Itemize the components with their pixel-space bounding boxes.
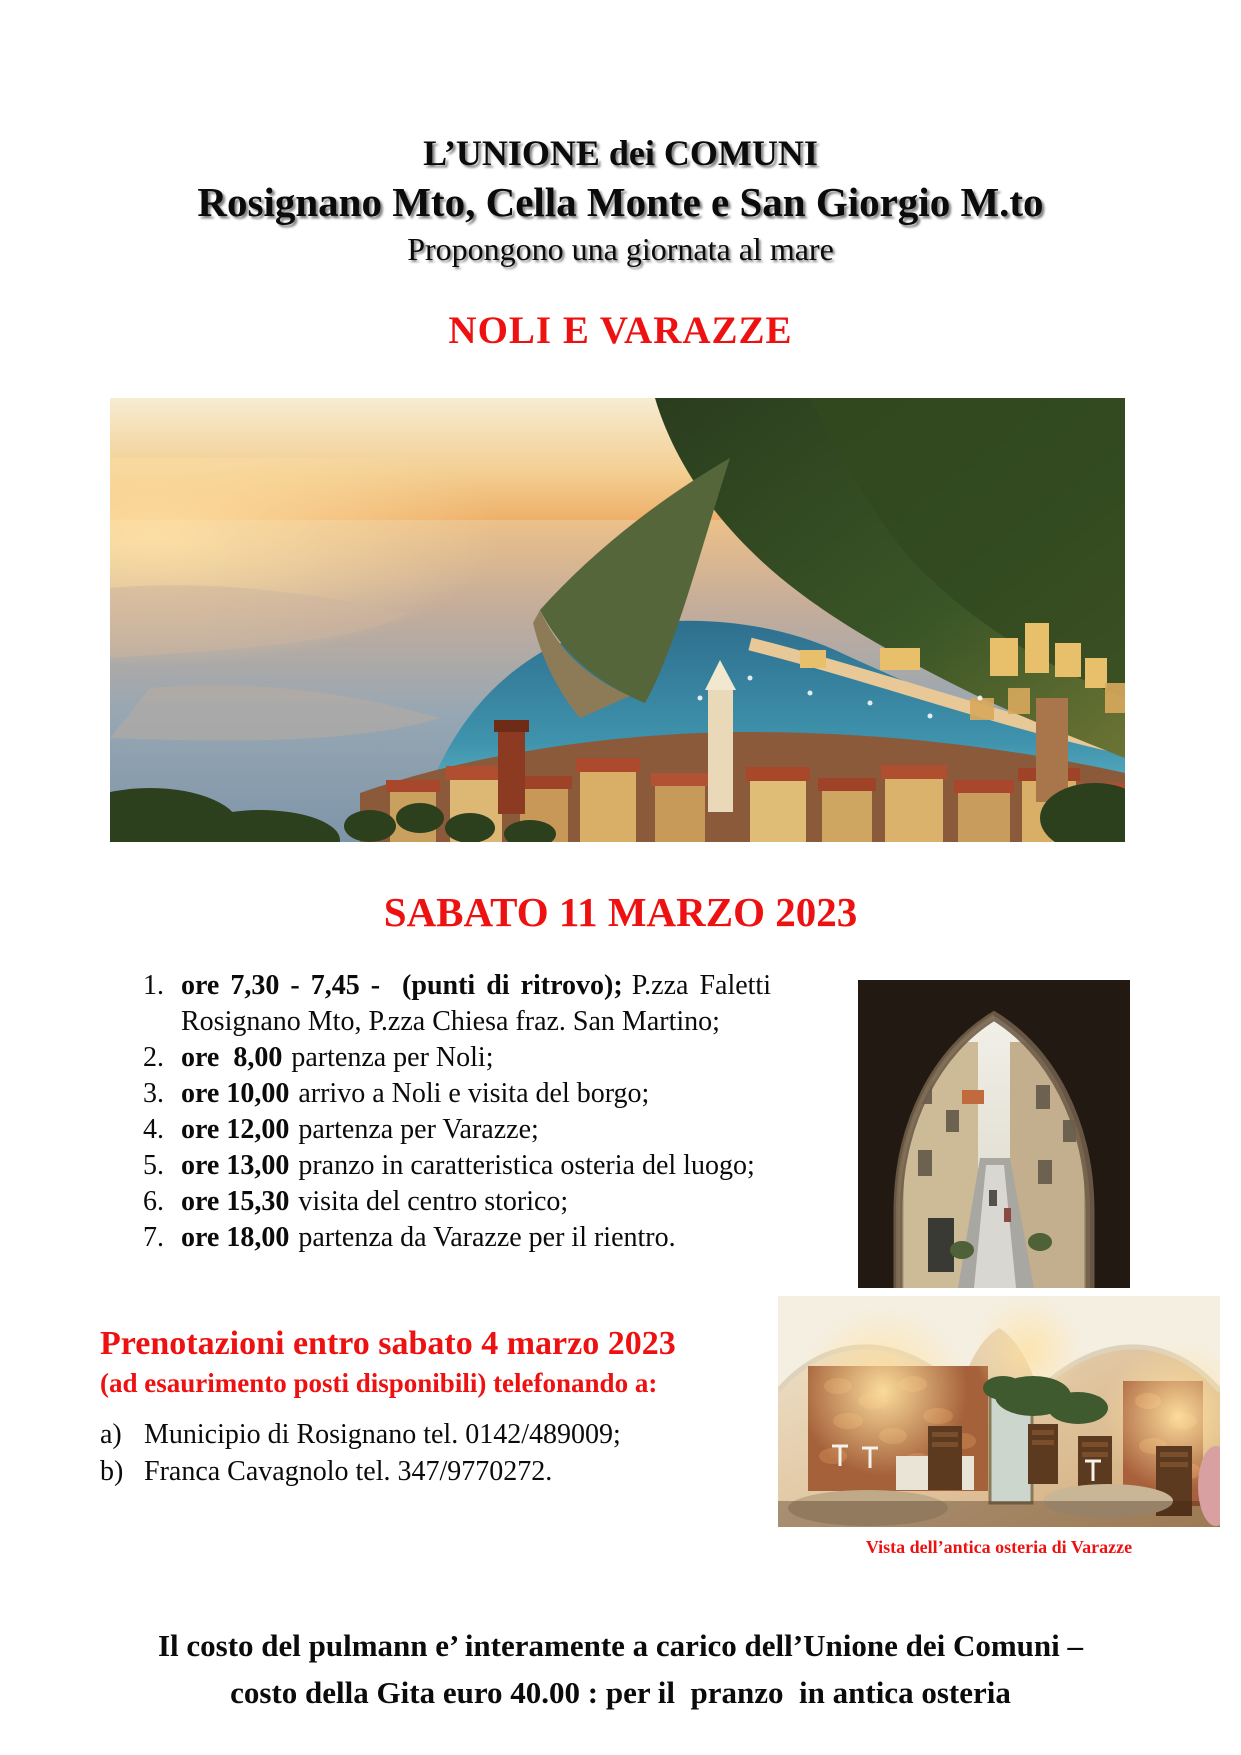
booking-section xyxy=(100,1322,780,1490)
itinerary-item-text: arrivo a Noli e visita del borgo; xyxy=(298,1078,650,1109)
itinerary-item-time: ore 8,00 xyxy=(181,1042,283,1073)
itinerary-item xyxy=(143,1184,771,1220)
page-tagline: Propongono una giornata al mare xyxy=(407,231,834,267)
footer-line-1: Il costo del pulmann e’ interamente a carico dell’Unione dei Comuni – xyxy=(157,1628,1084,1663)
contact-text: Municipio di Rosignano tel. 0142/489009; xyxy=(144,1419,621,1450)
itinerary-item-text: P.zza Faletti Rosignano Mto, P.zza Chiesa fraz. San Martino; xyxy=(181,970,771,1037)
itinerary-item xyxy=(143,1148,771,1184)
contact-row xyxy=(100,1453,780,1490)
booking-heading: Prenotazioni entro sabato 4 marzo 2023 xyxy=(100,1325,676,1362)
itinerary-item-number: 7. xyxy=(143,1222,164,1253)
footer-line-2: costo della Gita euro 40.00 : per il pranzo in antica osteria xyxy=(230,1675,1011,1710)
header xyxy=(0,130,1241,270)
itinerary-item xyxy=(143,1112,771,1148)
itinerary-list xyxy=(143,968,771,1256)
booking-subheading: (ad esaurimento posti disponibili) telefonando a: xyxy=(100,1368,658,1398)
itinerary-item-text: pranzo in caratteristica osteria del luogo; xyxy=(298,1150,755,1181)
page-title: L’UNIONE dei COMUNI xyxy=(423,133,818,173)
osteria-interior-photo xyxy=(778,1296,1220,1527)
contact-list xyxy=(100,1416,780,1490)
osteria-photo-caption: Vista dell’antica osteria di Varazze xyxy=(865,1537,1133,1557)
footer-cost-note xyxy=(0,1622,1241,1716)
itinerary-item-time: ore 18,00 xyxy=(181,1222,290,1253)
itinerary-item xyxy=(143,1076,771,1112)
itinerary-item-text: visita del centro storico; xyxy=(298,1186,569,1217)
page-subtitle-municipalities: Rosignano Mto, Cella Monte e San Giorgio M.to xyxy=(197,179,1044,225)
contact-text: Franca Cavagnolo tel. 347/9770272. xyxy=(144,1456,553,1487)
itinerary-item-number: 3. xyxy=(143,1078,164,1109)
itinerary-item-time: ore 7,30 - 7,45 - (punti di ritrovo); xyxy=(181,970,623,1001)
itinerary-item-number: 5. xyxy=(143,1150,164,1181)
itinerary-item-number: 2. xyxy=(143,1042,164,1073)
itinerary-item xyxy=(143,1040,771,1076)
itinerary-item-time: ore 10,00 xyxy=(181,1078,290,1109)
itinerary-item-time: ore 12,00 xyxy=(181,1114,290,1145)
itinerary-item-text: partenza per Varazze; xyxy=(298,1114,539,1145)
destination-title: NOLI E VARAZZE xyxy=(448,309,793,352)
date-heading: SABATO 11 MARZO 2023 xyxy=(383,889,858,935)
noli-panorama-photo xyxy=(110,398,1125,842)
varazze-alley-photo xyxy=(858,980,1130,1288)
itinerary-item-time: ore 13,00 xyxy=(181,1150,290,1181)
itinerary-item xyxy=(143,968,771,1040)
itinerary-item-text: partenza da Varazze per il rientro. xyxy=(298,1222,676,1253)
itinerary-item-number: 6. xyxy=(143,1186,164,1217)
itinerary-item-time: ore 15,30 xyxy=(181,1186,290,1217)
itinerary-item-number: 4. xyxy=(143,1114,164,1145)
contact-label: b) xyxy=(100,1456,124,1487)
contact-row xyxy=(100,1416,780,1453)
contact-label: a) xyxy=(100,1419,122,1450)
itinerary-item-number: 1. xyxy=(143,970,164,1001)
itinerary-item-text: partenza per Noli; xyxy=(291,1042,494,1073)
itinerary-item xyxy=(143,1220,771,1256)
